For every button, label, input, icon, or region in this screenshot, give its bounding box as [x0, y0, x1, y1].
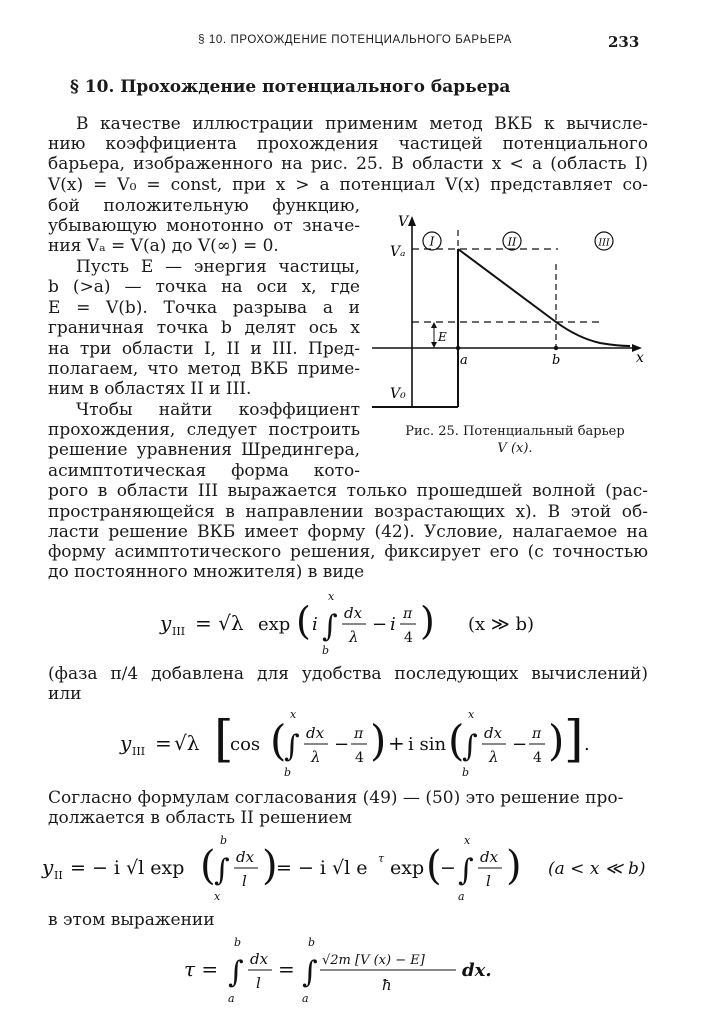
region-3-label: III: [598, 237, 610, 249]
text-line: в этом выражении: [48, 910, 215, 930]
svg-text:b: b: [284, 766, 292, 779]
svg-text:+: +: [388, 731, 405, 755]
text-line: Согласно формулам согласования (49) — (50) это решение про-: [48, 788, 624, 808]
svg-text:i: i: [390, 614, 396, 635]
svg-text:): ): [548, 716, 565, 765]
svg-text:l: l: [242, 872, 247, 890]
svg-text:∫: ∫: [228, 955, 244, 990]
equation-1: [150, 590, 570, 658]
figure-caption: [372, 423, 658, 457]
svg-text:exp: exp: [258, 614, 291, 635]
section-title: § 10. Прохождение потенциального барьера: [70, 77, 511, 97]
svg-text:∫: ∫: [458, 853, 474, 888]
text-line: решение уравнения Шредингера,: [48, 440, 360, 460]
svg-text:−: −: [372, 614, 388, 635]
svg-text:[: [: [214, 710, 234, 768]
text-line: ним в областях II и III.: [48, 379, 252, 399]
eq3-exp: exp: [390, 857, 425, 879]
eq1-lhs-sub: III: [172, 625, 186, 638]
text-line: V(x) = V₀ = const, при x > a потенциал V(x) представляет со-: [48, 175, 648, 195]
eq1-lower: b: [322, 644, 330, 657]
eq2-lhs: y: [120, 731, 132, 755]
tick-a-label: a: [460, 353, 468, 368]
text-line: нию коэффициента прохождения частицей потенциального: [48, 134, 648, 154]
page-number: 233: [608, 33, 640, 51]
eq3-lhs-sub: II: [54, 869, 63, 882]
svg-text:dx: dx: [236, 848, 255, 866]
svg-text:b: b: [308, 936, 316, 949]
svg-text:4: 4: [533, 750, 542, 766]
text-line: полагаем, что метод ВКБ приме-: [48, 359, 360, 379]
svg-text:∫: ∫: [322, 609, 338, 644]
eq1-condition: (x ≫ b): [468, 614, 535, 635]
eq1-upper: x: [328, 590, 335, 603]
text-line: рого в области III выражается только прошедшей волной (рас-: [48, 481, 648, 501]
svg-text:(: (: [270, 716, 287, 765]
e-label: E: [438, 330, 447, 344]
running-header: § 10. ПРОХОЖДЕНИЕ ПОТЕНЦИАЛЬНОГО БАРЬЕРА: [198, 34, 512, 46]
text-line: прохождения, следует построить: [48, 420, 360, 440]
eq3-part-b: = − i √l e: [276, 857, 368, 879]
svg-text:=: =: [278, 957, 295, 981]
eq2-sqrt: √λ: [174, 731, 200, 755]
equation-3: [40, 834, 655, 906]
svg-text:dx: dx: [484, 724, 503, 742]
text-line: (фаза π/4 добавлена для удобства последующих вычислений): [48, 664, 648, 684]
svg-text:∫: ∫: [214, 853, 230, 888]
svg-text:i: i: [312, 614, 318, 635]
svg-text:dx: dx: [306, 724, 325, 742]
svg-text:= √λ: = √λ: [195, 611, 244, 635]
text-line: асимптотическая форма кото-: [48, 461, 360, 481]
svg-text:π: π: [354, 726, 364, 742]
equation-4: [180, 934, 520, 1010]
v0-label: V₀: [390, 386, 406, 402]
svg-text:=: =: [155, 731, 172, 755]
axis-v-label: V: [398, 214, 409, 230]
eq3-int2-upper: x: [464, 834, 471, 847]
eq4-lower: a: [228, 992, 235, 1005]
eq4-dx: dx: [250, 950, 269, 968]
svg-text:a: a: [302, 992, 309, 1005]
equation-2: [110, 706, 610, 782]
svg-text:∫: ∫: [284, 729, 300, 764]
svg-text:l: l: [486, 872, 491, 890]
eq2-sin: i sin: [408, 734, 447, 755]
text-line: ласти решение ВКБ имеет форму (42). Условие, налагаемое на: [48, 522, 648, 542]
eq2-cos: cos: [230, 734, 261, 755]
region-1-label: I: [429, 234, 435, 249]
text-line: Чтобы найти коэффициент: [76, 400, 360, 420]
svg-text:b: b: [462, 766, 470, 779]
text-line: на три области I, II и III. Пред-: [48, 339, 360, 359]
svg-text:): ): [370, 716, 387, 765]
eq1-four: 4: [404, 630, 413, 646]
eq4-numerator: √2m [V (x) − E]: [322, 953, 425, 968]
eq3-int1-upper: b: [220, 834, 228, 847]
text-line: бой положительную функцию,: [48, 196, 360, 216]
svg-text:(: (: [448, 716, 465, 765]
svg-text:4: 4: [355, 750, 364, 766]
eq4-tau: τ =: [184, 957, 219, 981]
text-line: b (>a) — точка на оси x, где: [48, 277, 360, 297]
eq1-lhs: y: [160, 611, 172, 635]
svg-text:−: −: [334, 734, 350, 755]
caption-line: V (x).: [497, 441, 533, 456]
eq1-den: λ: [349, 628, 359, 646]
potential-barrier-figure: [368, 212, 658, 414]
eq2-lhs-sub: III: [132, 745, 146, 758]
text-line: E = V(b). Точка разрыва a и: [48, 298, 360, 318]
text-line: форму асимптотического решения, фиксирует его (с точностью: [48, 542, 648, 562]
text-line: барьера, изображенного на рис. 25. В области x < a (область I): [48, 154, 648, 174]
text-line: или: [48, 684, 82, 704]
axis-x-label: x: [636, 350, 644, 366]
svg-text:x: x: [468, 708, 475, 721]
eq3-int1-lower: x: [214, 890, 221, 903]
tick-b-label: b: [552, 353, 561, 368]
text-line: граничная точка b делят ось x: [48, 318, 360, 338]
eq3-tau-sup: τ: [378, 852, 385, 865]
svg-text:−: −: [440, 857, 456, 879]
eq4-tail: dx.: [462, 960, 492, 981]
text-line: Пусть E — энергия частицы,: [76, 257, 360, 277]
text-line: должается в область II решением: [48, 808, 352, 828]
eq4-denominator: ħ: [382, 976, 392, 994]
svg-text:dx: dx: [480, 848, 499, 866]
text-line: пространяющейся в направлении возрастающих x). В этой об-: [48, 502, 648, 522]
svg-text:.: .: [584, 734, 590, 755]
svg-text:λ: λ: [489, 748, 499, 766]
text-line: В качестве иллюстрации применим метод ВКБ к вычисле-: [76, 114, 648, 134]
svg-text:(: (: [426, 843, 442, 889]
svg-text:∫: ∫: [302, 955, 318, 990]
svg-text:): ): [506, 843, 522, 889]
eq4-upper: b: [234, 936, 242, 949]
svg-text:∫: ∫: [462, 729, 478, 764]
svg-text:π: π: [532, 726, 542, 742]
text-line: до постоянного множителя) в виде: [48, 562, 365, 582]
svg-text:(: (: [200, 843, 216, 889]
text-line: убывающую монотонно от значе-: [48, 216, 360, 236]
svg-text:x: x: [290, 708, 297, 721]
region-2-label: II: [507, 235, 517, 249]
svg-text:λ: λ: [311, 748, 321, 766]
eq3-int2-lower: a: [458, 890, 465, 903]
svg-text:]: ]: [564, 710, 584, 768]
caption-line: Рис. 25. Потенциальный барьер: [405, 424, 625, 439]
eq3-lhs: y: [42, 855, 54, 879]
svg-text:−: −: [512, 734, 528, 755]
eq3-part-a: = − i √l exp: [70, 857, 185, 879]
text-line: ния Vₐ = V(a) до V(∞) = 0.: [48, 236, 279, 256]
eq1-num: dx: [344, 604, 363, 622]
eq3-condition: (a < x ≪ b): [548, 859, 646, 879]
eq1-pi: π: [403, 606, 413, 622]
eq4-l: l: [256, 974, 261, 992]
svg-text:): ): [262, 843, 278, 889]
svg-text:(: (: [296, 599, 311, 643]
svg-text:): ): [420, 599, 435, 643]
va-label: Vₐ: [390, 244, 406, 260]
